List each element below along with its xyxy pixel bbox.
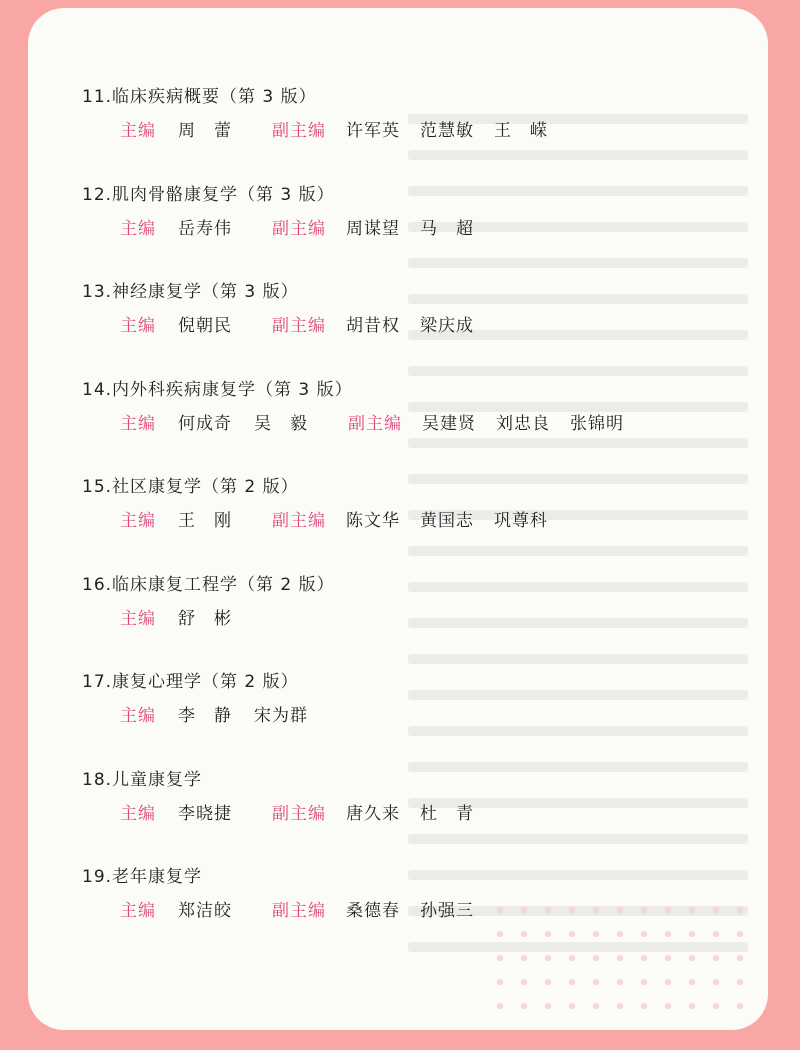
book-number: 17. (82, 672, 113, 692)
editors-row (120, 608, 702, 630)
deputy-editor-name: 马 超 (420, 218, 474, 239)
chief-editor-label: 主编 (120, 608, 156, 629)
deputy-editor-label: 副主编 (272, 803, 326, 824)
deputy-editor-label: 副主编 (272, 121, 326, 141)
book-number: 19. (82, 867, 113, 887)
book-number: 18. (82, 769, 113, 790)
deputy-editor-label: 副主编 (272, 901, 326, 921)
book-title: 儿童康复学 (112, 769, 202, 790)
book-title-line (82, 769, 702, 791)
deputy-editor-label: 副主编 (272, 218, 326, 239)
chief-editor-name: 周 蕾 (178, 121, 232, 141)
book-number: 12. (82, 184, 113, 205)
book-title: 康复心理学（第 2 版） (112, 672, 299, 692)
book-entry (82, 86, 702, 184)
book-entry (82, 671, 702, 769)
chief-editor-name: 郑洁皎 (178, 901, 232, 921)
chief-editor-label: 主编 (120, 901, 156, 921)
book-title: 神经康复学（第 3 版） (112, 282, 299, 302)
book-title: 肌肉骨骼康复学（第 3 版） (112, 184, 335, 205)
deputy-editor-label: 副主编 (272, 316, 326, 336)
chief-editor-name: 何成奇 (178, 413, 232, 434)
chief-editor-label: 主编 (120, 316, 156, 336)
chief-editor-name: 倪朝民 (178, 316, 232, 336)
book-list (82, 86, 702, 964)
deputy-editor-name: 梁庆成 (420, 316, 474, 336)
deputy-editor-name: 刘忠良 (496, 413, 550, 434)
deputy-editor-name: 吴建贤 (422, 413, 476, 434)
chief-editor-name: 李 静 (178, 706, 232, 726)
deputy-editor-name: 周谋望 (346, 218, 400, 239)
book-entry (82, 769, 702, 867)
deputy-editor-name: 孙强三 (420, 901, 474, 921)
book-entry (82, 476, 702, 574)
editors-row (120, 803, 702, 825)
editors-row (120, 510, 702, 532)
deputy-editor-name: 许军英 (346, 121, 400, 141)
chief-editor-label: 主编 (120, 511, 156, 531)
book-title-line (82, 476, 702, 498)
chief-editor-name: 王 刚 (178, 511, 232, 531)
book-title-line (82, 574, 702, 596)
chief-editor-label: 主编 (120, 218, 156, 239)
book-title-line (82, 86, 702, 108)
editors-row (120, 120, 702, 142)
deputy-editor-name: 张锦明 (570, 413, 624, 434)
book-entry (82, 379, 702, 477)
book-title-line (82, 671, 702, 693)
chief-editor-name: 岳寿伟 (178, 218, 232, 239)
book-entry (82, 281, 702, 379)
deputy-editor-label: 副主编 (348, 413, 402, 434)
book-number: 15. (82, 477, 113, 497)
book-number: 11. (82, 87, 113, 107)
deputy-editor-name: 杜 青 (420, 803, 474, 824)
book-entry (82, 574, 702, 672)
book-title: 社区康复学（第 2 版） (112, 477, 299, 497)
editors-row (120, 413, 702, 435)
book-title-line (82, 866, 702, 888)
book-entry (82, 866, 702, 964)
book-title: 内外科疾病康复学（第 3 版） (112, 379, 353, 400)
chief-editor-label: 主编 (120, 803, 156, 824)
chief-editor-label: 主编 (120, 706, 156, 726)
book-number: 16. (82, 574, 113, 595)
book-title: 临床疾病概要（第 3 版） (112, 87, 317, 107)
book-title-line (82, 379, 702, 401)
chief-editor-name: 宋为群 (254, 706, 308, 726)
deputy-editor-name: 唐久来 (346, 803, 400, 824)
book-title-line (82, 281, 702, 303)
chief-editor-label: 主编 (120, 413, 156, 434)
chief-editor-name: 舒 彬 (178, 608, 232, 629)
book-number: 14. (82, 379, 113, 400)
editors-row (120, 218, 702, 240)
deputy-editor-name: 范慧敏 (420, 121, 474, 141)
chief-editor-name: 李晓捷 (178, 803, 232, 824)
book-title: 临床康复工程学（第 2 版） (112, 574, 335, 595)
book-title-line (82, 184, 702, 206)
book-title: 老年康复学 (112, 867, 202, 887)
deputy-editor-name: 王 嵘 (494, 121, 548, 141)
deputy-editor-name: 陈文华 (346, 511, 400, 531)
deputy-editor-label: 副主编 (272, 511, 326, 531)
deputy-editor-name: 黄国志 (420, 511, 474, 531)
deputy-editor-name: 桑德春 (346, 901, 400, 921)
chief-editor-name: 吴 毅 (254, 413, 308, 434)
editors-row (120, 900, 702, 922)
editors-row (120, 705, 702, 727)
editors-row (120, 315, 702, 337)
chief-editor-label: 主编 (120, 121, 156, 141)
deputy-editor-name: 胡昔权 (346, 316, 400, 336)
book-entry (82, 184, 702, 282)
deputy-editor-name: 巩尊科 (494, 511, 548, 531)
book-number: 13. (82, 282, 113, 302)
